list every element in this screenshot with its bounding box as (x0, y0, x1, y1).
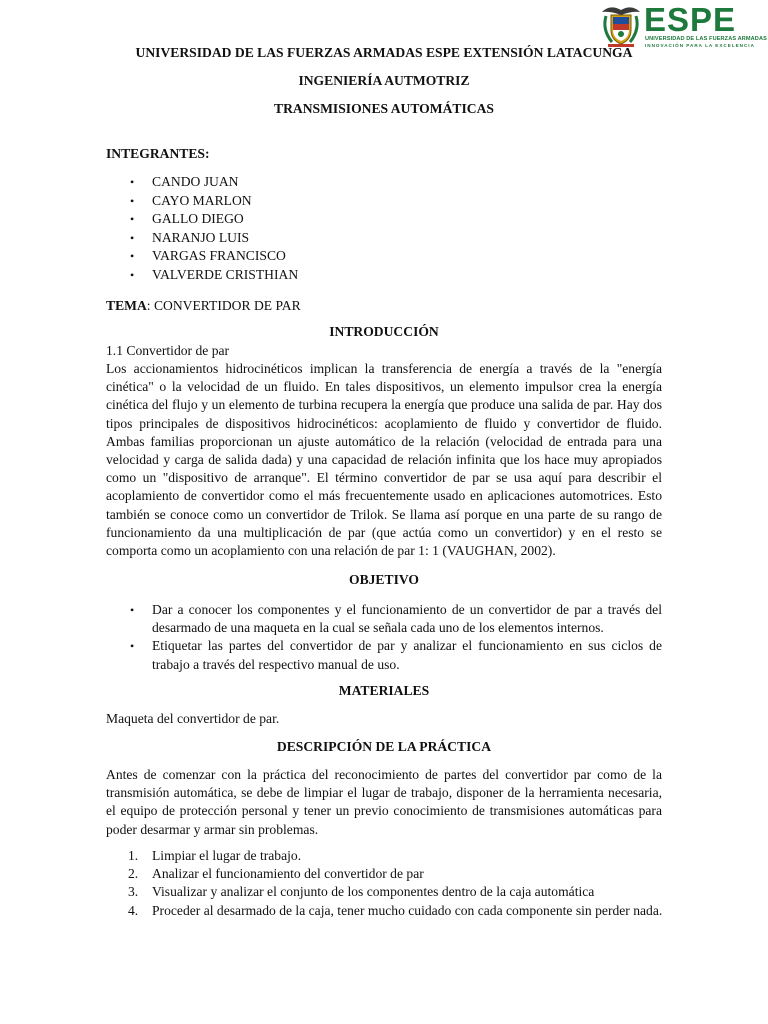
description-paragraph: Antes de comenzar con la práctica del reconocimiento de partes del convertidor par como de la transmisión automática, se debe de limpiar el lugar de trabajo, disponer de la herramienta necesaria, el equipo de protección personal y tener un previo conocimiento de transmisiones automáticas para poder desarmar y armar sin problemas. (106, 767, 662, 837)
list-item: • VALVERDE CRISTHIAN (106, 266, 298, 285)
bullet-icon: • (130, 603, 135, 617)
introduction-heading: INTRODUCCIÓN (329, 324, 439, 339)
bullet-icon: • (130, 175, 135, 189)
members-label: INTEGRANTES: (106, 146, 210, 161)
subject-title: TRANSMISIONES AUTOMÁTICAS (274, 101, 494, 116)
materials-heading: MATERIALES (338, 683, 430, 698)
bullet-icon: • (130, 230, 135, 245)
materials-text: Maqueta del convertidor de par. (106, 711, 280, 726)
step-number: 4. (128, 902, 139, 918)
topic-value: : CONVERTIDOR DE PAR (146, 298, 301, 313)
list-item: 3. Visualizar y analizar el conjunto de los componentes dentro de la caja automática (106, 883, 686, 901)
espe-logo (600, 1, 767, 50)
step-number: 3. (128, 884, 139, 900)
logo-wordmark: ESPE (644, 1, 737, 38)
list-item: • NARANJO LUIS (106, 229, 298, 248)
list-item: • VARGAS FRANCISCO (106, 247, 298, 266)
bullet-icon: • (130, 193, 135, 208)
members-list (106, 173, 298, 285)
list-item: 4. Proceder al desarmado de la caja, tener mucho cuidado con cada componente sin perder nada. (106, 902, 686, 920)
objective-list (106, 601, 662, 674)
bullet-icon: • (130, 639, 135, 654)
bullet-icon: • (130, 267, 135, 282)
list-item: 2. Analizar el funcionamiento del convertidor de par (106, 865, 686, 883)
career-title: INGENIERÍA AUTMOTRIZ (298, 73, 470, 88)
coat-of-arms-icon (600, 2, 642, 48)
introduction-paragraph: Los accionamientos hidrocinéticos implican la transferencia de energía a través de la "energía cinética" o la velocidad de un fluido. En tales dispositivos, un elemento impulsor crea la energía cinética del flujo y un elemento de turbina recupera la energía que produce una salida de par. Hay dos tipos principales de dispositivos hidrocinéticos: acoplamiento de fluido y convertidor de fluido. Ambas familias proporcionan un ajuste automático de la relación (velocidad de entrada para una velocidad y carga de salida dada) y una capacidad de relación infinita que los hace muy apropiados como un "dispositivo de arranque". El término convertidor de par se usa aquí para describir el acoplamiento de convertidor como el más frecuentemente usado en aplicaciones automotrices. Esto también se conoce como un convertidor de Trilok. Se llama así porque en una parte de su rango de funcionamiento da una multiplicación de par (que actúa como un convertidor) y en el resto se comporta como un acoplamiento con una relación de par 1: 1 (VAUGHAN, 2002). (106, 361, 662, 558)
step-number: 1. (128, 848, 139, 863)
list-item: • CANDO JUAN (106, 173, 298, 192)
description-heading: DESCRIPCIÓN DE LA PRÁCTICA (276, 739, 492, 754)
bullet-icon: • (130, 212, 135, 227)
bullet-icon: • (130, 249, 135, 264)
step-number: 2. (128, 866, 139, 882)
objective-heading: OBJETIVO (349, 572, 419, 587)
list-item: • CAYO MARLON (106, 192, 298, 211)
list-item: • GALLO DIEGO (106, 210, 298, 229)
steps-list (106, 847, 686, 920)
list-item: 1. Limpiar el lugar de trabajo. (106, 847, 686, 865)
list-item: • Etiquetar las partes del convertidor de par y analizar el funcionamiento en sus ciclos de trabajo a través del respectivo manual de uso. (130, 638, 662, 672)
logo-tagline: INNOVACIÓN PARA LA EXCELENCIA (645, 43, 755, 48)
introduction-subheading: 1.1 Convertidor de par (106, 343, 230, 358)
list-item: • Dar a conocer los componentes y el funcionamiento de un convertidor de par a través del desarmado de una maqueta en la cual se señala cada uno de los elementos internos. (130, 602, 662, 636)
university-title: UNIVERSIDAD DE LAS FUERZAS ARMADAS ESPE EXTENSIÓN LATACUNGA (135, 45, 633, 60)
topic-label: TEMA (106, 298, 147, 313)
topic-line (106, 297, 301, 315)
logo-subtitle: UNIVERSIDAD DE LAS FUERZAS ARMADAS (645, 36, 767, 42)
